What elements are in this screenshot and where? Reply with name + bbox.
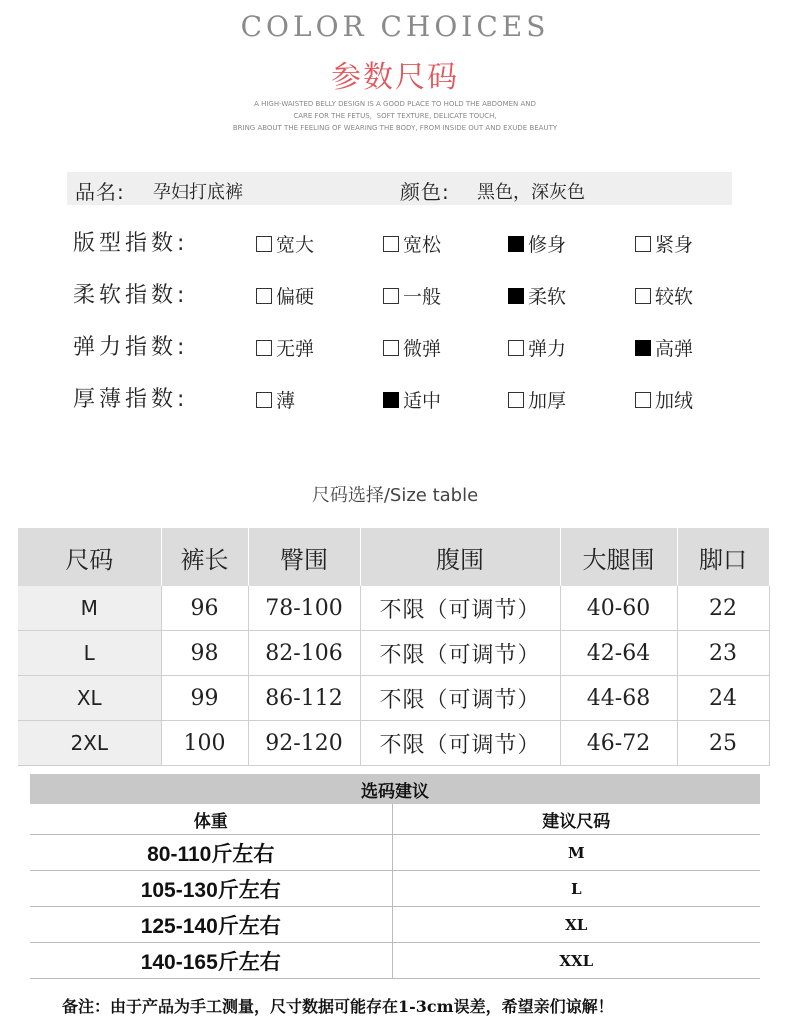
index-label: 版型指数:: [73, 231, 189, 256]
header-description: [0, 98, 790, 134]
index-label: 柔软指数:: [73, 283, 189, 308]
header-cell: 臀围: [248, 528, 360, 586]
table-row: [18, 586, 769, 631]
index-option: [383, 230, 441, 254]
header-cell: 大腿围: [560, 528, 677, 586]
table-row: [30, 835, 760, 871]
table-cell: M: [18, 586, 161, 631]
table-cell: 不限（可调节）: [360, 631, 560, 676]
index-option: [383, 282, 441, 306]
index-option: [383, 386, 441, 410]
index-option-label: 加厚: [528, 390, 567, 412]
unchecked-box-icon: [383, 288, 399, 304]
table-cell: 40-60: [560, 586, 677, 631]
table-cell: 98: [161, 631, 248, 676]
index-option-label: 薄: [276, 390, 296, 412]
footnote: 备注：由于产品为手工测量，尺寸数据可能存在1-3cm误差，希望亲们谅解！: [62, 997, 614, 1016]
header-cell: 尺码: [18, 528, 161, 586]
index-option-label: 偏硬: [276, 286, 315, 308]
unchecked-box-icon: [508, 392, 524, 408]
header-cell: 裤长: [161, 528, 248, 586]
unchecked-box-icon: [256, 340, 272, 356]
table-row: [30, 907, 760, 943]
table-cell: L: [18, 631, 161, 676]
index-option-label: 修身: [528, 234, 567, 256]
index-option-label: 宽松: [403, 234, 442, 256]
size-table: [18, 528, 770, 766]
index-option: [635, 334, 693, 358]
index-option-label: 紧身: [655, 234, 694, 256]
size-table-title: 尺码选择/Size table: [311, 485, 479, 506]
weight-cell: 140-165斤左右: [30, 943, 392, 979]
table-cell: 不限（可调节）: [360, 676, 560, 721]
index-option-label: 微弹: [403, 338, 442, 360]
header-en-title: COLOR CHOICES: [240, 10, 550, 43]
product-color-value: 黑色，深灰色: [477, 182, 585, 203]
table-row: [18, 721, 769, 766]
index-option: [508, 386, 566, 410]
table-cell: 82-106: [248, 631, 360, 676]
checked-box-icon: [508, 236, 524, 252]
table-cell: 46-72: [560, 721, 677, 766]
index-option: [508, 282, 566, 306]
table-cell: 不限（可调节）: [360, 586, 560, 631]
index-option: [256, 230, 314, 254]
index-option-label: 适中: [403, 390, 442, 412]
index-option-label: 加绒: [655, 390, 694, 412]
index-option-label: 高弹: [655, 338, 694, 360]
index-row: [0, 330, 790, 362]
index-option-label: 无弹: [276, 338, 315, 360]
table-cell: 22: [677, 586, 769, 631]
table-row: [30, 943, 760, 979]
index-row: [0, 226, 790, 258]
index-option: [256, 282, 314, 306]
table-cell: XL: [18, 676, 161, 721]
header-desc-line: A HIGH-WAISTED BELLY DESIGN IS A GOOD PLACE TO HOLD THE ABDOMEN AND: [254, 100, 536, 108]
suggested-size-header: 建议尺码: [392, 804, 760, 835]
table-cell: 44-68: [560, 676, 677, 721]
index-option-label: 柔软: [528, 286, 567, 308]
index-option-label: 宽大: [276, 234, 315, 256]
recommend-title: 选码建议: [30, 774, 760, 804]
index-label: 厚薄指数:: [73, 387, 189, 412]
index-option: [635, 282, 693, 306]
unchecked-box-icon: [256, 288, 272, 304]
product-name-value: 孕妇打底裤: [153, 182, 243, 203]
index-option: [508, 230, 566, 254]
unchecked-box-icon: [508, 340, 524, 356]
table-row: [18, 676, 769, 721]
unchecked-box-icon: [383, 236, 399, 252]
header-desc-line: CARE FOR THE FETUS，SOFT TEXTURE, DELICATE TOUCH,: [293, 112, 497, 120]
table-cell: 42-64: [560, 631, 677, 676]
index-option: [635, 230, 693, 254]
suggested-size-cell: M: [392, 835, 760, 871]
index-row: [0, 382, 790, 414]
header-cell: 腹围: [360, 528, 560, 586]
header-cn-title: 参数尺码: [331, 60, 459, 95]
table-cell: 86-112: [248, 676, 360, 721]
weight-cell: 80-110斤左右: [30, 835, 392, 871]
unchecked-box-icon: [635, 392, 651, 408]
size-recommendation-table: [30, 774, 760, 979]
table-cell: 23: [677, 631, 769, 676]
weight-cell: 105-130斤左右: [30, 871, 392, 907]
index-option: [256, 386, 295, 410]
table-cell: 25: [677, 721, 769, 766]
checked-box-icon: [383, 392, 399, 408]
index-option: [256, 334, 314, 358]
index-row: [0, 278, 790, 310]
index-option-label: 一般: [403, 286, 442, 308]
header-desc-line: BRING ABOUT THE FEELING OF WEARING THE BODY, FROM INSIDE OUT AND EXUDE BEAUTY: [232, 124, 558, 132]
unchecked-box-icon: [635, 236, 651, 252]
checked-box-icon: [635, 340, 651, 356]
index-label: 弹力指数:: [73, 335, 189, 360]
unchecked-box-icon: [383, 340, 399, 356]
index-option-label: 较软: [655, 286, 694, 308]
header-cell: 脚口: [677, 528, 769, 586]
table-row: [30, 871, 760, 907]
index-option: [383, 334, 441, 358]
table-cell: 92-120: [248, 721, 360, 766]
suggested-size-cell: XL: [392, 907, 760, 943]
weight-header: 体重: [30, 804, 392, 835]
product-color-label: 颜色:: [400, 180, 450, 204]
size-table-header: [18, 528, 769, 586]
table-cell: 24: [677, 676, 769, 721]
product-name-label: 品名:: [75, 180, 125, 204]
table-cell: 不限（可调节）: [360, 721, 560, 766]
checked-box-icon: [508, 288, 524, 304]
table-cell: 78-100: [248, 586, 360, 631]
table-cell: 99: [161, 676, 248, 721]
product-info-bar: [67, 172, 732, 205]
index-option-label: 弹力: [528, 338, 567, 360]
suggested-size-cell: L: [392, 871, 760, 907]
weight-cell: 125-140斤左右: [30, 907, 392, 943]
suggested-size-cell: XXL: [392, 943, 760, 979]
table-cell: 2XL: [18, 721, 161, 766]
table-cell: 100: [161, 721, 248, 766]
index-option: [635, 386, 693, 410]
table-cell: 96: [161, 586, 248, 631]
unchecked-box-icon: [635, 288, 651, 304]
unchecked-box-icon: [256, 236, 272, 252]
table-row: [18, 631, 769, 676]
index-option: [508, 334, 566, 358]
unchecked-box-icon: [256, 392, 272, 408]
